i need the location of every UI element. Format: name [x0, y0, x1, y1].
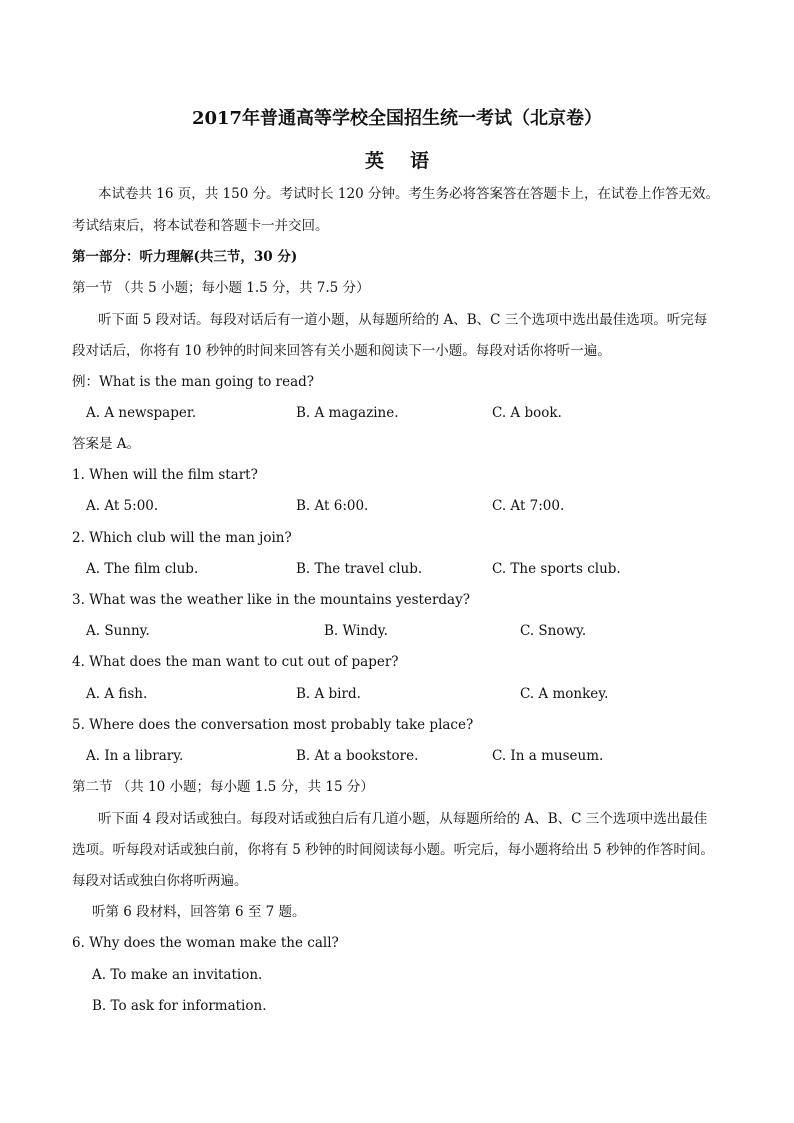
intro-line-1: 本试卷共 16 页，共 150 分。考试时长 120 分钟。考生务必将答案答在答题卡上，在试卷上作答无效。: [98, 186, 719, 202]
question-4: 4. What does the man want to cut out of paper?: [72, 654, 399, 670]
q5-option-a: A. In a library.: [86, 748, 184, 764]
q4-option-c: C. A monkey.: [520, 686, 609, 702]
q4-option-b: B. A bird.: [296, 686, 361, 702]
question-3: 3. What was the weather like in the mountains yesterday?: [72, 592, 470, 608]
q4-option-a: A. A fish.: [86, 686, 148, 702]
question-1: 1. When will the film start?: [72, 467, 258, 483]
q2-option-a: A. The film club.: [86, 561, 199, 577]
q1-option-b: B. At 6:00.: [296, 498, 369, 514]
q5-option-c: C. In a museum.: [492, 748, 604, 764]
material-note: 听第 6 段材料，回答第 6 至 7 题。: [92, 904, 306, 920]
part1-heading: 第一部分：听力理解(共三节，30 分): [72, 249, 298, 265]
q6-option-a: A. To make an invitation.: [92, 967, 263, 983]
question-6: 6. Why does the woman make the call?: [72, 935, 339, 951]
example-answer: 答案是 A。: [72, 436, 141, 452]
q3-option-b: B. Windy.: [324, 623, 388, 639]
question-2: 2. Which club will the man join?: [72, 530, 292, 546]
example-question: 例：What is the man going to read?: [72, 374, 315, 390]
example-option-a: A. A newspaper.: [86, 405, 197, 421]
q1-option-c: C. At 7:00.: [492, 498, 565, 514]
q6-option-b: B. To ask for information.: [92, 998, 267, 1014]
q1-option-a: A. At 5:00.: [86, 498, 159, 514]
section1-instructions-2: 段对话后，你将有 10 秒钟的时间来回答有关小题和阅读下一小题。每段对话你将听一遍。: [72, 343, 611, 359]
section1-heading: 第一节 （共 5 小题；每小题 1.5 分，共 7.5 分）: [72, 280, 370, 296]
section2-heading: 第二节 （共 10 小题；每小题 1.5 分，共 15 分）: [72, 779, 374, 795]
q5-option-b: B. At a bookstore.: [296, 748, 419, 764]
exam-title: 2017年普通高等学校全国招生统一考试（北京卷）: [191, 108, 603, 129]
section2-instructions-1: 听下面 4 段对话或独白。每段对话或独白后有几道小题，从每题所给的 A、B、C 三个选项中选出最佳: [98, 811, 708, 827]
q3-option-c: C. Snowy.: [520, 623, 587, 639]
subject-title: 英语: [364, 150, 455, 172]
example-option-c: C. A book.: [492, 405, 562, 421]
q2-option-b: B. The travel club.: [296, 561, 423, 577]
question-5: 5. Where does the conversation most probably take place?: [72, 717, 474, 733]
intro-line-2: 考试结束后，将本试卷和答题卡一并交回。: [72, 218, 329, 234]
example-option-b: B. A magazine.: [296, 405, 399, 421]
section2-instructions-2: 选项。听每段对话或独白前，你将有 5 秒钟的时间阅读每小题。听完后，每小题将给出 5 秒钟的作答时间。: [72, 842, 714, 858]
section1-instructions-1: 听下面 5 段对话。每段对话后有一道小题，从每题所给的 A、B、C 三个选项中选出最佳选项。听完每: [98, 312, 708, 328]
q2-option-c: C. The sports club.: [492, 561, 621, 577]
q3-option-a: A. Sunny.: [86, 623, 150, 639]
section2-instructions-3: 每段对话或独白你将听两遍。: [72, 873, 248, 889]
